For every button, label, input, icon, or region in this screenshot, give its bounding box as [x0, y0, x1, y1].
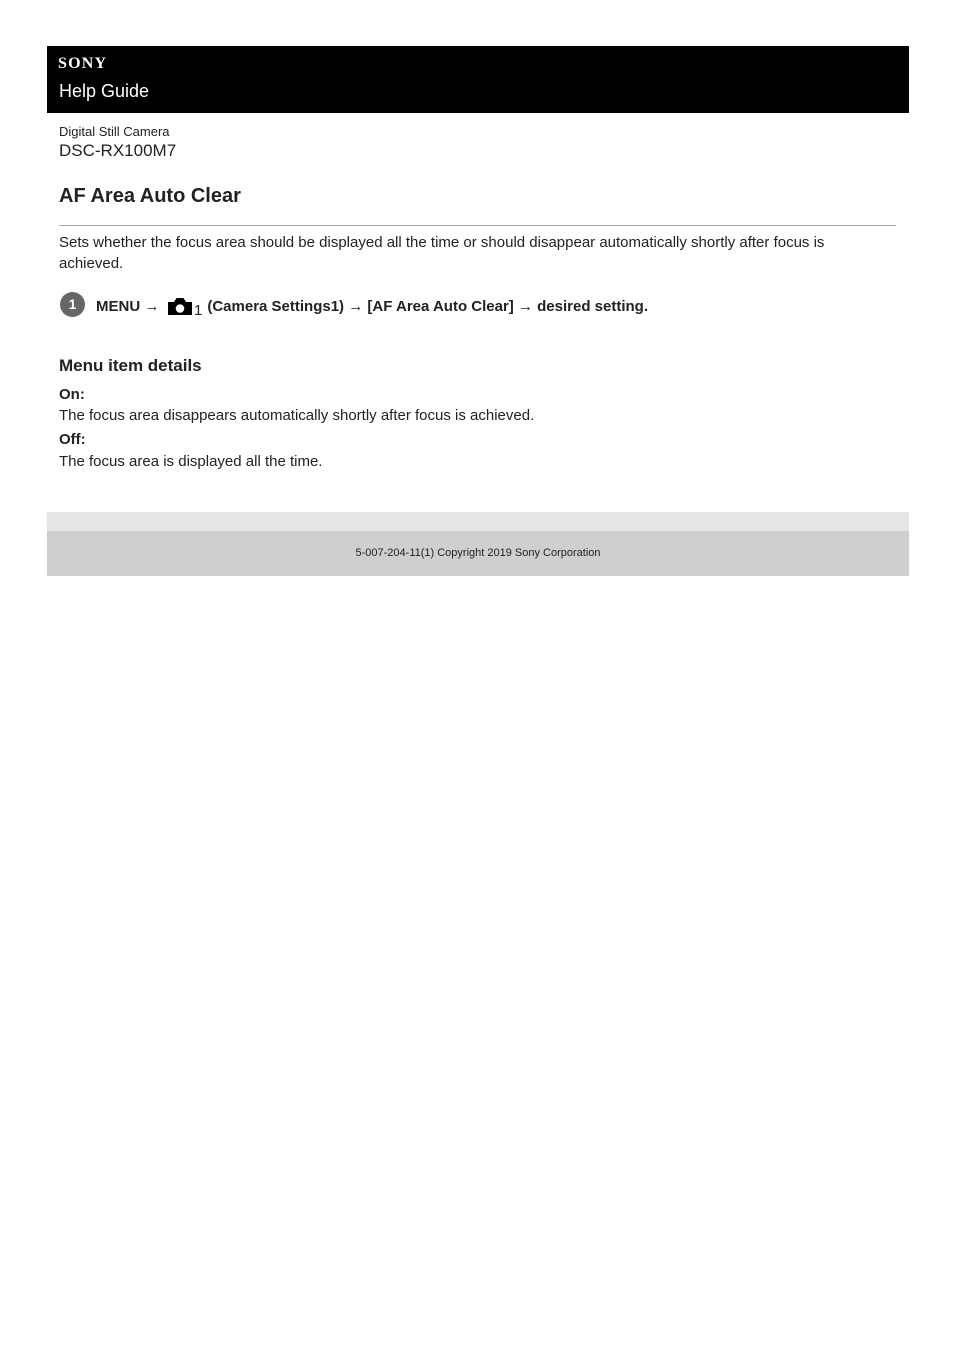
header-bar — [47, 46, 909, 113]
page-description: Sets whether the focus area should be displayed all the time or should disappear automatically shortly after focus is achieved. — [59, 234, 825, 272]
step-instruction — [96, 294, 648, 318]
footer-top-band — [47, 512, 909, 531]
option-off-term: Off: — [59, 431, 86, 448]
option-off-description: The focus area is displayed all the time. — [59, 453, 323, 470]
menu-item-details-title: Menu item details — [59, 356, 202, 375]
step-menu-text: MENU → — [96, 297, 160, 315]
camera-settings-number: 1 — [194, 302, 203, 319]
option-on-term: On: — [59, 386, 85, 403]
step-rest-text: (Camera Settings1) → [AF Area Auto Clear] → desired setting. — [207, 297, 648, 315]
option-on-description: The focus area disappears automatically shortly after focus is achieved. — [59, 407, 535, 424]
footer-copyright: 5-007-204-11(1) Copyright 2019 Sony Corporation — [47, 531, 909, 576]
product-type: Digital Still Camera — [59, 124, 170, 139]
step-number-badge: 1 — [60, 292, 85, 317]
sony-logo: SONY — [58, 55, 108, 72]
product-model: DSC-RX100M7 — [59, 141, 177, 160]
camera-settings-1-icon — [167, 296, 201, 320]
page-title: AF Area Auto Clear — [59, 185, 241, 207]
help-guide-title: Help Guide — [59, 81, 150, 101]
title-divider — [59, 225, 896, 226]
